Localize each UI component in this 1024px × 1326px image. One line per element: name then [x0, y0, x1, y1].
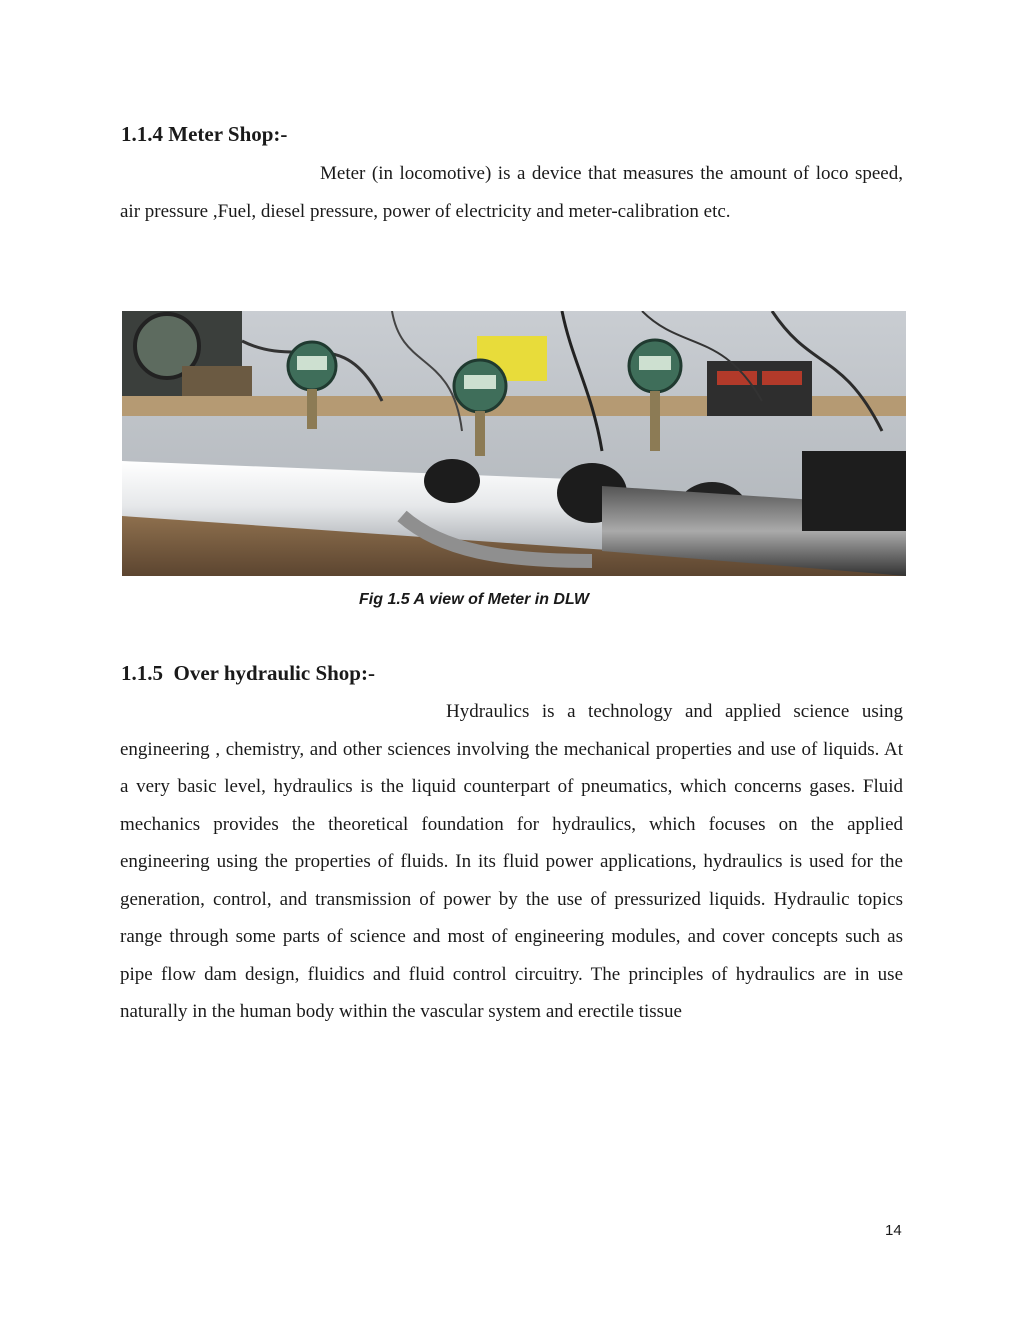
- hydraulic-shop-paragraph: Hydraulics is a technology and applied science using engineering , chemistry, and other sciences involving the mechanical properties and use of liquids. At a very basic level, hydraulics is the liquid counterpart of pneumatics, which concerns gases. Fluid mechanics provides the theoretical foundation for hydraulics, which focuses on the applied engineering using the properties of fluids. In its fluid power applications, hydraulics is used for the generation, control, and transmission of power by the use of pressurized liquids. Hydraulic topics range through some parts of science and most of engineering modules, and cover concepts such as pipe flow dam design, fluidics and fluid control circuitry. The principles of hydraulics are in use naturally in the human body within the vascular system and erectile tissue: [120, 701, 903, 1022]
- meter-shop-paragraph: Meter (in locomotive) is a device that measures the amount of loco speed, air pressure ,Fuel, diesel pressure, power of electricity and meter-calibration etc.: [120, 163, 903, 222]
- page-number: 14: [885, 1222, 902, 1239]
- figure-caption: [0, 591, 1024, 609]
- section-heading-hydraulic-shop: 1.1.5 Over hydraulic Shop:-: [121, 661, 375, 685]
- figure-caption-text: Fig 1.5 A view of Meter in DLW: [359, 591, 589, 608]
- section-heading-meter-shop: 1.1.4 Meter Shop:-: [121, 122, 288, 146]
- meter-photo: [122, 311, 906, 576]
